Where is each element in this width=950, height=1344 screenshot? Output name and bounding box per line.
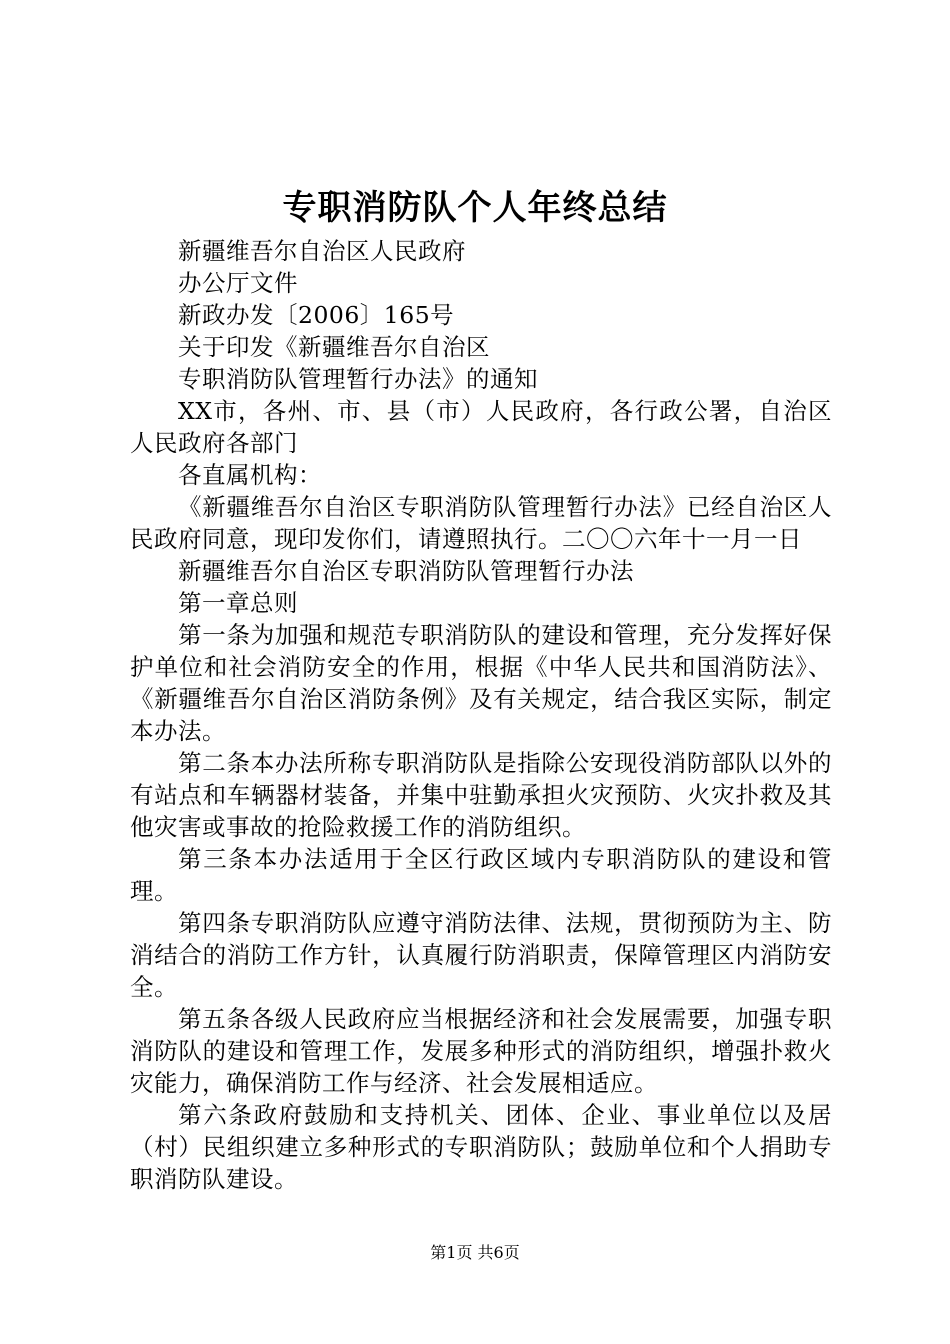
paragraph: 办公厅文件	[178, 269, 298, 297]
paragraph: 《新疆维吾尔自治区专职消防队管理暂行办法》已经自治区人民政府同意，现印发你们，请遵照执行。二〇〇六年十一月一日	[130, 493, 832, 553]
paragraph: 第六条政府鼓励和支持机关、团体、企业、事业单位以及居（村）民组织建立多种形式的专职消防队；鼓励单位和个人捐助专职消防队建设。	[130, 1101, 832, 1193]
paragraph: 第二条本办法所称专职消防队是指除公安现役消防部队以外的有站点和车辆器材装备，并集中驻勤承担火灾预防、火灾扑救及其他灾害或事故的抢险救援工作的消防组织。	[130, 749, 832, 841]
paragraph: 专职消防队管理暂行办法》的通知	[178, 365, 538, 393]
page-footer: 第1页 共6页	[430, 1243, 520, 1262]
paragraph: 新疆维吾尔自治区人民政府	[178, 237, 466, 265]
paragraph: 各直属机构：	[178, 461, 322, 489]
paragraph: 新政办发〔2006〕165号	[178, 301, 455, 329]
paragraph: 新疆维吾尔自治区专职消防队管理暂行办法	[178, 557, 634, 585]
document-title: 专职消防队个人年终总结	[282, 188, 668, 228]
paragraph: 第一条为加强和规范专职消防队的建设和管理，充分发挥好保护单位和社会消防安全的作用，根据《中华人民共和国消防法》、《新疆维吾尔自治区消防条例》及有关规定，结合我区实际，制定本办法。	[130, 621, 832, 745]
paragraph: 第五条各级人民政府应当根据经济和社会发展需要，加强专职消防队的建设和管理工作，发展多种形式的消防组织，增强扑救火灾能力，确保消防工作与经济、社会发展相适应。	[130, 1005, 832, 1097]
paragraph: 第三条本办法适用于全区行政区域内专职消防队的建设和管理。	[130, 845, 832, 905]
paragraph: 关于印发《新疆维吾尔自治区	[178, 333, 490, 361]
paragraph: 第四条专职消防队应遵守消防法律、法规，贯彻预防为主、防消结合的消防工作方针，认真履行防消职责，保障管理区内消防安全。	[130, 909, 832, 1001]
document-body	[130, 235, 832, 1195]
paragraph: XX市，各州、市、县（市）人民政府，各行政公署，自治区人民政府各部门	[130, 397, 832, 457]
paragraph: 第一章总则	[178, 589, 298, 617]
